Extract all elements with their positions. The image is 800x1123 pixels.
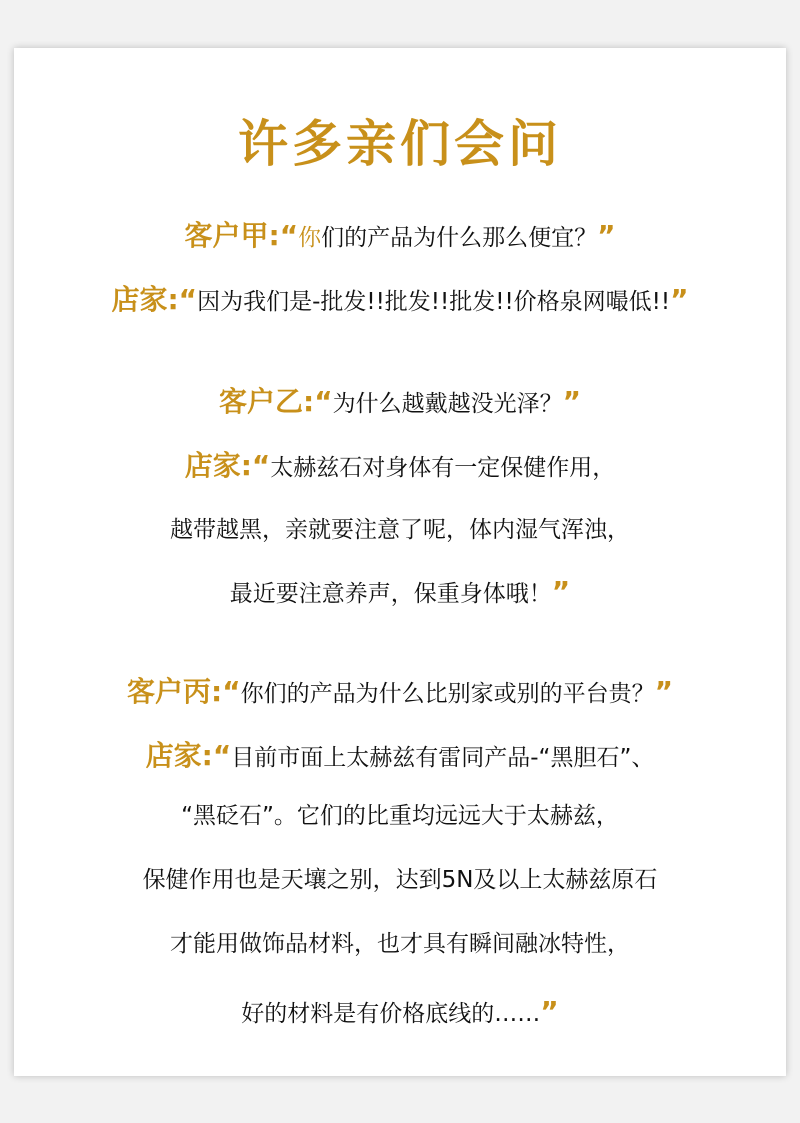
answer-text: 最近要注意养声，保重身体哦！ [229, 581, 552, 607]
open-quote: “ [314, 385, 333, 418]
close-quote: ” [551, 575, 571, 608]
question-text: 们的产品为什么那么便宜？ [321, 225, 598, 251]
shop-answer-3-line-2 [0, 796, 800, 836]
customer-b-question [0, 382, 800, 424]
close-quote: ” [597, 219, 616, 252]
answer-text: 太赫兹石对身体有一定保健作用， [270, 455, 616, 481]
customer-c-question [0, 672, 800, 714]
question-text: 你们的产品为什么比别家或别的平台贵？ [240, 681, 655, 707]
speaker-label: 店家: [111, 283, 179, 316]
answer-text: 保健作用也是天壤之别，达到5N及以上太赫兹原石 [142, 867, 658, 893]
shop-answer-2-line-2 [0, 510, 800, 550]
open-quote: “ [222, 675, 241, 708]
answer-text: 越带越黑，亲就要注意了呢，体内湿气浑浊， [170, 517, 630, 543]
customer-a-question [0, 216, 800, 258]
speaker-label: 客户乙: [218, 385, 315, 418]
highlighted-char: 你 [298, 225, 322, 251]
shop-answer-3-line-4 [0, 924, 800, 964]
shop-answer-1 [0, 280, 800, 322]
open-quote: “ [251, 449, 271, 482]
open-quote: “ [279, 219, 299, 252]
question-text: 为什么越戴越没光泽？ [332, 391, 563, 417]
speaker-label: 客户丙: [126, 675, 223, 708]
answer-text: 因为我们是-批发!!批发!!批发!!价格泉网嘬低!! [197, 289, 671, 315]
speaker-label: 客户甲: [184, 219, 280, 252]
answer-text: 目前市面上太赫兹有雷同产品-“黑胆石”、 [231, 745, 655, 771]
close-quote: ” [540, 995, 559, 1028]
shop-answer-3-line-5 [0, 992, 800, 1034]
close-quote: ” [562, 385, 581, 418]
speaker-label: 店家: [184, 449, 252, 482]
content-card [14, 48, 786, 1076]
shop-answer-2-line-1 [0, 446, 800, 488]
answer-text: 才能用做饰品材料，也才具有瞬间融冰特性， [170, 931, 630, 957]
answer-text: 好的材料是有价格底线的…… [241, 1001, 541, 1027]
shop-answer-2-line-3 [0, 572, 800, 614]
page-title: 许多亲们会问 [238, 115, 562, 173]
answer-text: “黑砭石”。它们的比重均远远大于太赫兹， [181, 803, 619, 829]
open-quote: “ [212, 739, 232, 772]
shop-answer-3-line-1 [0, 736, 800, 778]
close-quote: ” [670, 283, 689, 316]
speaker-label: 店家: [145, 739, 213, 772]
open-quote: “ [178, 283, 198, 316]
close-quote: ” [654, 675, 673, 708]
shop-answer-3-line-3 [0, 860, 800, 900]
